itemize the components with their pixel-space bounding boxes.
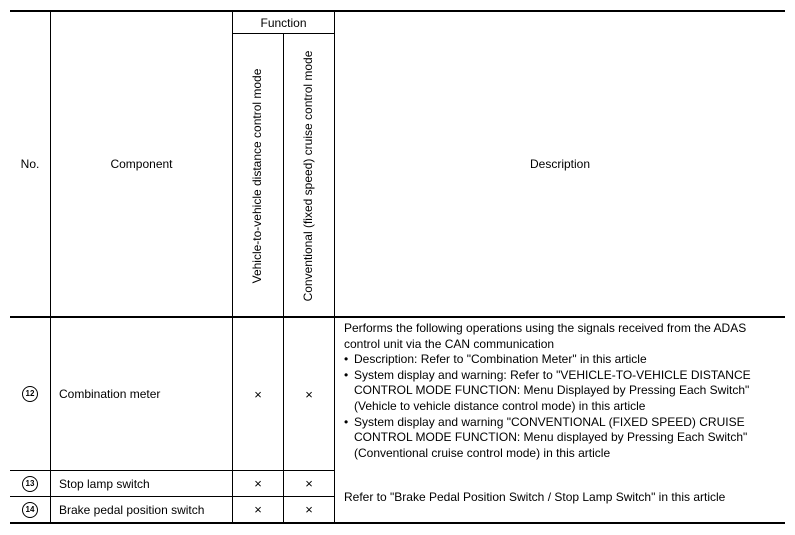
row13-f2 [284, 471, 334, 496]
row13-number-badge: 13 [22, 476, 38, 492]
row12-f2 [284, 318, 334, 470]
header-no-label: No. [20, 157, 40, 171]
row14-number-badge: 14 [22, 502, 38, 518]
table-bottom-border [10, 522, 785, 524]
row12-component [59, 318, 232, 470]
row12-desc-intro: Performs the following operations using the signals received from the ADAS control unit via the CAN communication [344, 321, 747, 351]
row12-no [10, 318, 50, 470]
row14-component [59, 497, 232, 522]
row14-f2-mark: × [305, 502, 313, 517]
header-function-col2 [301, 36, 317, 316]
row12-bullet-2-text: System display and warning: Refer to "VEHICLE-TO-VEHICLE DISTANCE CONTROL MODE FUNCTION: Menu Displayed by Pressing Each Switch" (Vehicle to vehicle distance control mode) in this article [354, 367, 751, 413]
row14-no [10, 497, 50, 522]
header-function [233, 12, 334, 33]
header-description [335, 12, 785, 316]
bullet-dot: • [344, 352, 349, 367]
row13-no [10, 471, 50, 496]
row12-component-label: Combination meter [59, 387, 161, 401]
row13-component [59, 471, 232, 496]
header-function-label: Function [260, 15, 307, 30]
header-description-label: Description [529, 157, 591, 171]
row12-bullet-3-text: System display and warning "CONVENTIONAL (FIXED SPEED) CRUISE CONTROL MODE FUNCTION: Menu displayed by Pressing Each Switch" (Conventional cruise control mode) in this article [354, 414, 748, 460]
row12-f2-mark: × [305, 386, 313, 402]
header-func-col2-label: Conventional (fixed speed) cruise control mode [301, 50, 315, 302]
header-function-col1 [250, 36, 266, 316]
bullet-dot: • [344, 414, 349, 429]
row12-bullet-1 [344, 352, 784, 368]
row12-bullet-3 [344, 415, 784, 462]
row12-description [344, 321, 784, 461]
row13-f1-mark: × [254, 476, 262, 491]
header-func-col1-label: Vehicle-to-vehicle distance control mode [250, 68, 264, 284]
row14-f2 [284, 497, 334, 522]
row14-f1 [233, 497, 283, 522]
row12-f1 [233, 318, 283, 470]
header-component-label: Component [110, 157, 173, 171]
row12-number-badge: 12 [22, 386, 38, 402]
row12-bullet-2 [344, 368, 784, 415]
row12-bullet-1-text: Description: Refer to "Combination Meter" in this article [354, 352, 647, 367]
header-no [10, 12, 50, 316]
row12-f1-mark: × [254, 386, 262, 402]
row13-component-label: Stop lamp switch [59, 476, 150, 491]
row13-f2-mark: × [305, 476, 313, 491]
shared-description-text: Refer to "Brake Pedal Position Switch / Stop Lamp Switch" in this article [344, 489, 726, 504]
component-table [10, 10, 785, 524]
bullet-dot: • [344, 367, 349, 382]
row14-component-label: Brake pedal position switch [59, 502, 205, 517]
row14-f1-mark: × [254, 502, 262, 517]
rows13-14-description [344, 471, 784, 522]
header-component [51, 12, 232, 316]
row13-f1 [233, 471, 283, 496]
row12-desc-bullets [344, 352, 784, 461]
